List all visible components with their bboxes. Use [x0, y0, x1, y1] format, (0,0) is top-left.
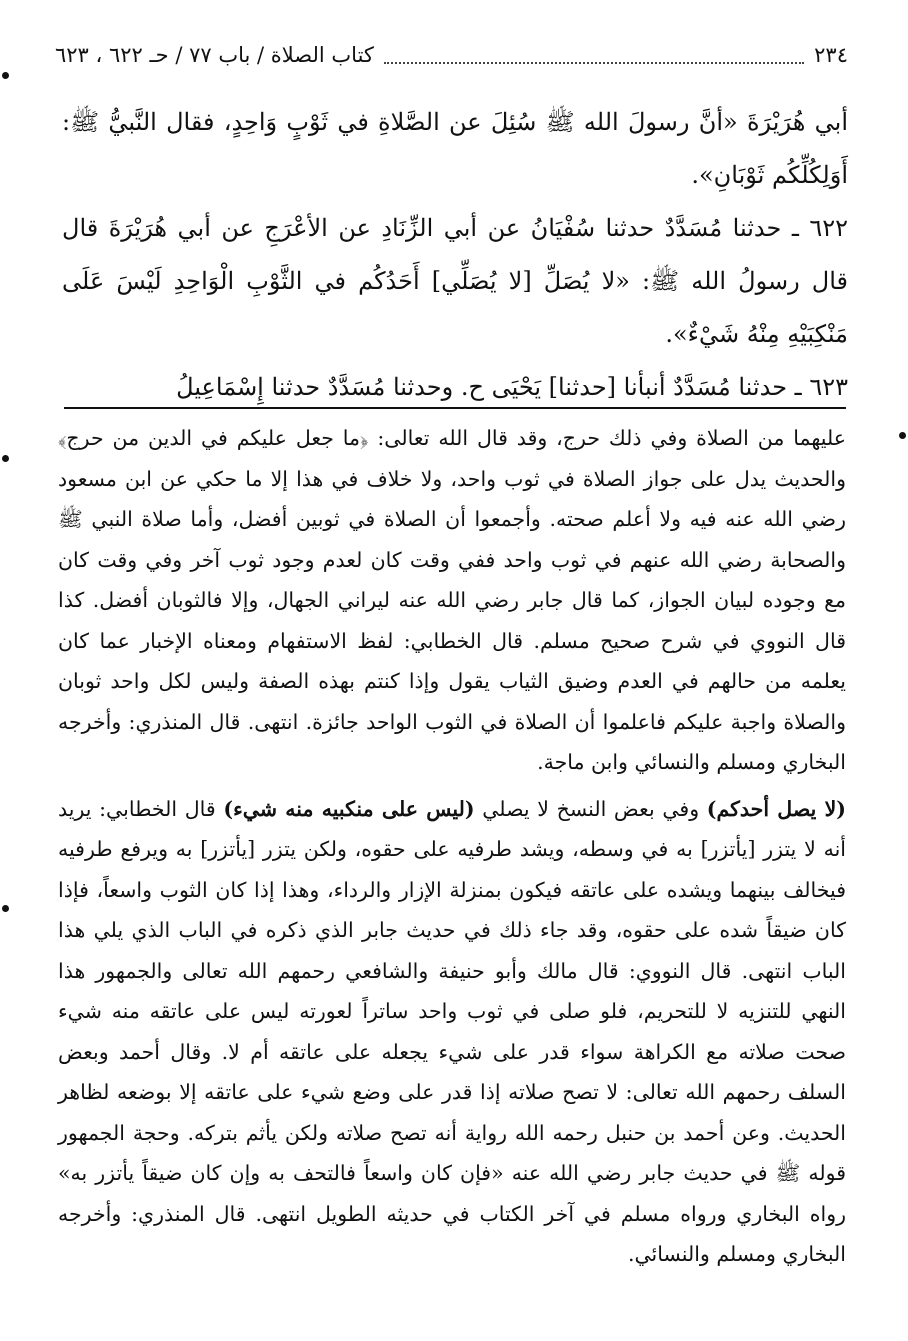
hadith-text [62, 96, 848, 414]
commentary-text-span: وفي بعض النسخ لا يصلي [474, 796, 707, 821]
separator-rule [64, 407, 846, 409]
running-title: كتاب الصلاة / باب ٧٧ / حـ ٦٢٢ ، ٦٢٣ [55, 43, 374, 67]
margin-mark [2, 72, 9, 79]
header-leader-dots [384, 46, 804, 64]
margin-mark [2, 905, 9, 912]
hadith-paragraph: ٦٢٣ ـ حدثنا مُسَدَّدٌ أنبأنا [حدثنا] يَحْيَى ح. وحدثنا مُسَدَّدٌ حدثنا إِسْمَاعِيلُ [176, 373, 848, 401]
hadith-paragraph: ٦٢٢ ـ حدثنا مُسَدَّدٌ حدثنا سُفْيَانُ عن أبي الزِّنَادِ عن الأعْرَجِ عن أبي هُرَيْرَةَ قال قال رسولُ الله ﷺ: «لا يُصَلِّ [لا يُصَلِّي] أَحَدُكُم في الثَّوْبِ الْوَاحِدِ لَيْسَ عَلَى مَنْكِبَيْهِ مِنْهُ شَيْءٌ». [62, 214, 848, 348]
commentary-text [58, 418, 846, 1275]
commentary-paragraph: عليهما من الصلاة وفي ذلك حرج، وقد قال الله تعالى: ﴿ما جعل عليكم في الدين من حرج﴾ والحديث يدل على جواز الصلاة في ثوب واحد، ولا خلاف في هذا إلا ما حكي عن ابن مسعود رضي الله عنه فيه ولا أعلم صحته. وأجمعوا أن الصلاة في ثوبين أفضل، وأما صلاة النبي ﷺ والصحابة رضي الله عنهم في ثوب واحد ففي وقت كان لعدم وجود ثوب آخر وفي وقت كان مع وجوده لبيان الجواز، كما قال جابر رضي الله عنه ليراني الجهال، وإلا فالثوبان أفضل. كذا قال النووي في شرح صحيح مسلم. قال الخطابي: لفظ الاستفهام ومعناه الإخبار عما كان يعلمه من حالهم في العدم وضيق الثياب يقول وإذا كنتم بهذه الصفة وليس لكل واحد ثوبان والصلاة واجبة عليكم فاعلموا أن الصلاة في الثوب الواحد جائزة. انتهى. قال المنذري: وأخرجه البخاري ومسلم والنسائي وابن ماجة. [58, 426, 846, 774]
page-header [55, 38, 848, 72]
commentary-paragraph [58, 789, 846, 1275]
margin-mark [2, 455, 9, 462]
page-number: ٢٣٤ [814, 43, 848, 67]
commentary-text-span: قال الخطابي: يريد أنه لا يتزر [يأتزر] به في وسطه، ويشد طرفيه على حقوه، ولكن يتزر [يأتزر] به ويرفع طرفيه فيخالف بينهما ويشده على عاتقه فيكون بمنزلة الإزار والرداء، وهذا إذا كان الثوب واسعاً، فإذا كان ضيقاً شده على حقوه، وقد جاء ذلك في حديث جابر الذي ذكره في الباب الذي يلي هذا الباب انتهى. قال النووي: قال مالك وأبو حنيفة والشافعي رحمهم الله تعالى والجمهور هذا النهي للتنزيه لا للتحريم، فلو صلى في ثوب واحد ساتراً لعورته ليس على عاتقه منه شيء صحت صلاته مع الكراهة سواء قدر على شيء يجعله على عاتقه أم لا. وقال أحمد وبعض السلف رحمهم الله تعالى: لا تصح صلاته إذا قدر على وضع شيء على عاتقه إلا بوضعه لظاهر الحديث. وعن أحمد بن حنبل رحمه الله رواية أنه تصح صلاته ولكن يأثم بتركه. وحجة الجمهور قوله ﷺ في حديث جابر رضي الله عنه «فإن كان واسعاً فالتحف به وإن كان ضيقاً يأتزر به» رواه البخاري ورواه مسلم في آخر الكتاب في حديثه الطويل انتهى. قال المنذري: وأخرجه البخاري ومسلم والنسائي. [58, 796, 846, 1266]
hadith-quote-bold: (لا يصل أحدكم) [706, 796, 846, 821]
hadith-paragraph: أبي هُرَيْرَةَ «أنَّ رسولَ الله ﷺ سُئِلَ عن الصَّلاةِ في ثَوْبٍ وَاحِدٍ، فقال النَّبيُّ ﷺ: أَوَلِكُلِّكُم ثَوْبَانِ». [62, 108, 848, 189]
hadith-quote-bold: (ليس على منكبيه منه شيء) [223, 796, 475, 821]
margin-mark [899, 432, 906, 439]
